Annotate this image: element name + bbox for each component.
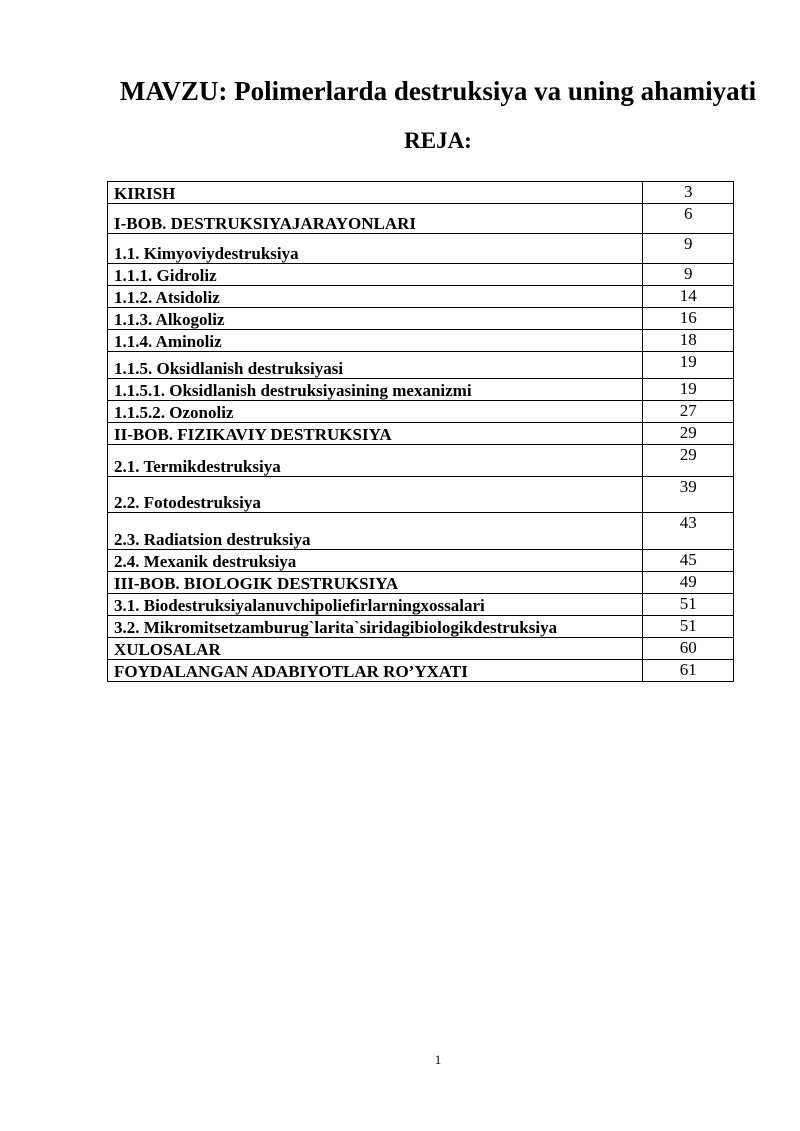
- toc-page: 43: [643, 513, 734, 550]
- toc-topic: 1.1.5.2. Ozonoliz: [108, 401, 643, 423]
- plan-heading: REJA:: [404, 128, 472, 153]
- toc-topic: 1.1.5. Oksidlanish destruksiyasi: [108, 352, 643, 379]
- toc-row: [108, 638, 734, 660]
- document-title: MAVZU: Polimerlarda destruksiya va uning ahamiyati: [119, 76, 757, 106]
- toc-topic: 1.1.5.1. Oksidlanish destruksiyasining mexanizmi: [108, 379, 643, 401]
- toc-row: [108, 572, 734, 594]
- toc-page: 51: [643, 616, 734, 638]
- toc-page: 6: [643, 204, 734, 234]
- toc-page: 27: [643, 401, 734, 423]
- toc-row: [108, 594, 734, 616]
- toc-topic: II-BOB. FIZIKAVIY DESTRUKSIYA: [108, 423, 643, 445]
- toc-page: 14: [643, 286, 734, 308]
- toc-topic: XULOSALAR: [108, 638, 643, 660]
- toc-page: 60: [643, 638, 734, 660]
- page-number: 1: [434, 1052, 442, 1067]
- toc-row: [108, 264, 734, 286]
- toc-page: 18: [643, 330, 734, 352]
- toc-row: [108, 182, 734, 204]
- toc-row: [108, 204, 734, 234]
- toc-row: [108, 401, 734, 423]
- toc-page: 9: [643, 264, 734, 286]
- toc-row: [108, 445, 734, 477]
- toc-page: 61: [643, 660, 734, 682]
- toc-topic: 3.1. Biodestruksiyalanuvchipoliefirlarningxossalari: [108, 594, 643, 616]
- toc-page: 49: [643, 572, 734, 594]
- toc-page: 29: [643, 423, 734, 445]
- toc-topic: 1.1.2. Atsidoliz: [108, 286, 643, 308]
- toc-row: [108, 308, 734, 330]
- toc-row: [108, 513, 734, 550]
- toc-row: [108, 423, 734, 445]
- toc-topic: 2.3. Radiatsion destruksiya: [108, 513, 643, 550]
- toc-topic: 2.2. Fotodestruksiya: [108, 477, 643, 513]
- toc-page: 51: [643, 594, 734, 616]
- toc-topic: 2.1. Termikdestruksiya: [108, 445, 643, 477]
- toc-topic: I-BOB. DESTRUKSIYAJARAYONLARI: [108, 204, 643, 234]
- toc-topic: 1.1. Kimyoviydestruksiya: [108, 234, 643, 264]
- toc-topic: III-BOB. BIOLOGIK DESTRUKSIYA: [108, 572, 643, 594]
- toc-topic: 1.1.4. Aminoliz: [108, 330, 643, 352]
- toc-row: [108, 234, 734, 264]
- toc-page: 3: [643, 182, 734, 204]
- toc-topic: 3.2. Mikromitsetzamburug`larita`siridagibiologikdestruksiya: [108, 616, 643, 638]
- toc-page: 45: [643, 550, 734, 572]
- toc-row: [108, 660, 734, 682]
- toc-page: 19: [643, 379, 734, 401]
- toc-row: [108, 330, 734, 352]
- toc-row: [108, 616, 734, 638]
- toc-row: [108, 352, 734, 379]
- toc-row: [108, 550, 734, 572]
- toc-page: 9: [643, 234, 734, 264]
- toc-topic: KIRISH: [108, 182, 643, 204]
- toc-topic: 2.4. Mexanik destruksiya: [108, 550, 643, 572]
- toc-row: [108, 286, 734, 308]
- table-of-contents: [107, 181, 734, 682]
- toc-topic: 1.1.3. Alkogoliz: [108, 308, 643, 330]
- toc-page: 16: [643, 308, 734, 330]
- toc-topic: 1.1.1. Gidroliz: [108, 264, 643, 286]
- toc-page: 39: [643, 477, 734, 513]
- toc-page: 29: [643, 445, 734, 477]
- toc-page: 19: [643, 352, 734, 379]
- toc-row: [108, 379, 734, 401]
- toc-row: [108, 477, 734, 513]
- toc-topic: FOYDALANGAN ADABIYOTLAR RO’YXATI: [108, 660, 643, 682]
